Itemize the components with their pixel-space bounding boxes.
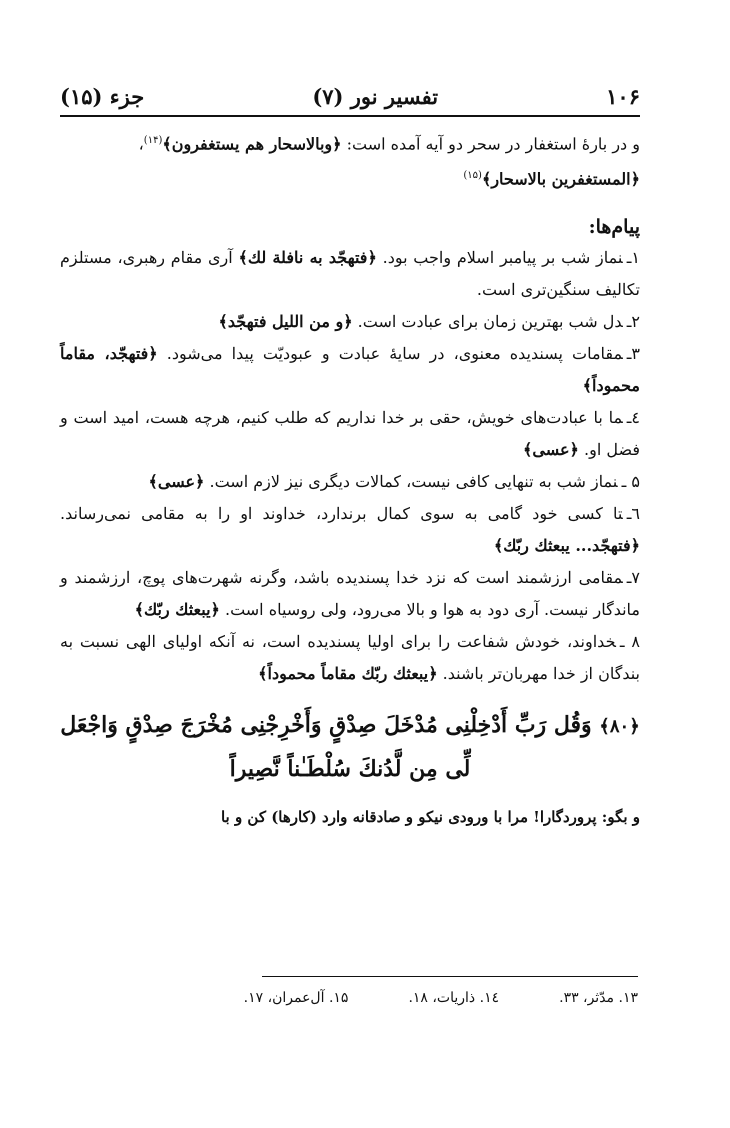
part-label: جزء (۱۵) [60,84,145,109]
quran-quote: ﴿وبالاسحار هم یستغفرون﴾ [162,134,342,154]
footnote: ۱۵. آل‌عمران، ۱۷. [243,990,349,1006]
list-item: ۷ـمقامی ارزشمند است که نزد خدا پسندیده باشد، وگرنه شهرت‌های پوچ، ارزشمند و ماندگار نیست. آری دود به هوا و بالا می‌رود، ولی روسیاه است. ﴿یبعثك ربّك﴾ [60,567,640,619]
intro-paragraph: و در بارهٔ استغفار در سحر دو آیه آمده است: ﴿وبالاسحار هم یستغفرون﴾$^{(۱۴)}$، ﴿المستغفرین بالاسحار﴾$^{(۱۵)}$ [138,134,640,189]
points-list [60,242,640,690]
list-item: ٤ـما با عبادت‌های خویش، حقی بر خدا نداریم که طلب کنیم، هرچه هست، امید است و فضل او. ﴿عسی﴾ [60,407,640,459]
list-item: ۱ـنماز شب بر پیامبر اسلام واجب بود. ﴿فتهجّد به نافلة لك﴾ آری مقام رهبری، مستلزم تکالیف سنگین‌تری است. [60,247,641,299]
list-item: ۵ ـنماز شب به تنهایی کافی نیست، کمالات دیگری نیز لازم است. ﴿عسی﴾ [148,471,640,491]
page-body [60,84,640,832]
list-item: ۸ ـخداوند، خودش شفاعت را برای اولیا پسندیده است، نه آنکه اولیای الهی نسبت به بندگان از خدا مهربان‌تر باشند. ﴿یبعثك ربّك مقاماً محموداً﴾ [60,631,640,683]
verse-number: ﴿۸۰﴾ [599,715,640,737]
intro-text: و در بارهٔ استغفار در سحر دو آیه آمده است: [341,134,640,154]
list-item: ۳ـمقامات پسندیده معنوی، در سایهٔ عبادت و عبودیّت پیدا می‌شود. ﴿فتهجّد، مقاماً محموداً﴾ [60,343,641,395]
footnotes [150,990,638,1006]
footnote: ١٤. ذاریات، ۱۸. [408,990,500,1006]
page-header [60,84,640,117]
book-title: تفسیر نور (۷) [312,84,439,109]
quran-verse [60,704,640,790]
list-item: ۲ـدل شب بهترین زمان برای عبادت است. ﴿و من اللیل فتهجّد﴾ [218,311,640,331]
list-item: ٦ـتا کسی خود گامی به سوی کمال برندارد، خداوند او را به مقامی نمی‌رساند. ﴿فتهجّد... یبعثك ربّك﴾ [60,503,640,555]
footnote: ۱۳. مدّثر، ۳۳. [559,990,638,1006]
quran-quote: ﴿المستغفرین بالاسحار﴾ [481,169,640,189]
verse-text: وَقُل رَبِّ أَدْخِلْنِی مُدْخَلَ صِدْقٍ وَأَخْرِجْنِی مُخْرَجَ صِدْقٍ وَاجْعَل لِّی مِن لَّدُنكَ سُلْطَـٰناً نَّصِیراً [60,711,592,782]
section-title: پیام‌ها: [588,215,640,238]
page-number: ۱۰۶ [606,84,640,109]
verse-translation: و بگو: پروردگارا! مرا با ورودی نیکو و صادقانه وارد (کارها) کن و با [220,807,640,826]
footnote-ref: (۱۴) [143,135,163,146]
footnote-ref: (۱۵) [463,170,482,182]
footnote-divider [262,976,638,977]
